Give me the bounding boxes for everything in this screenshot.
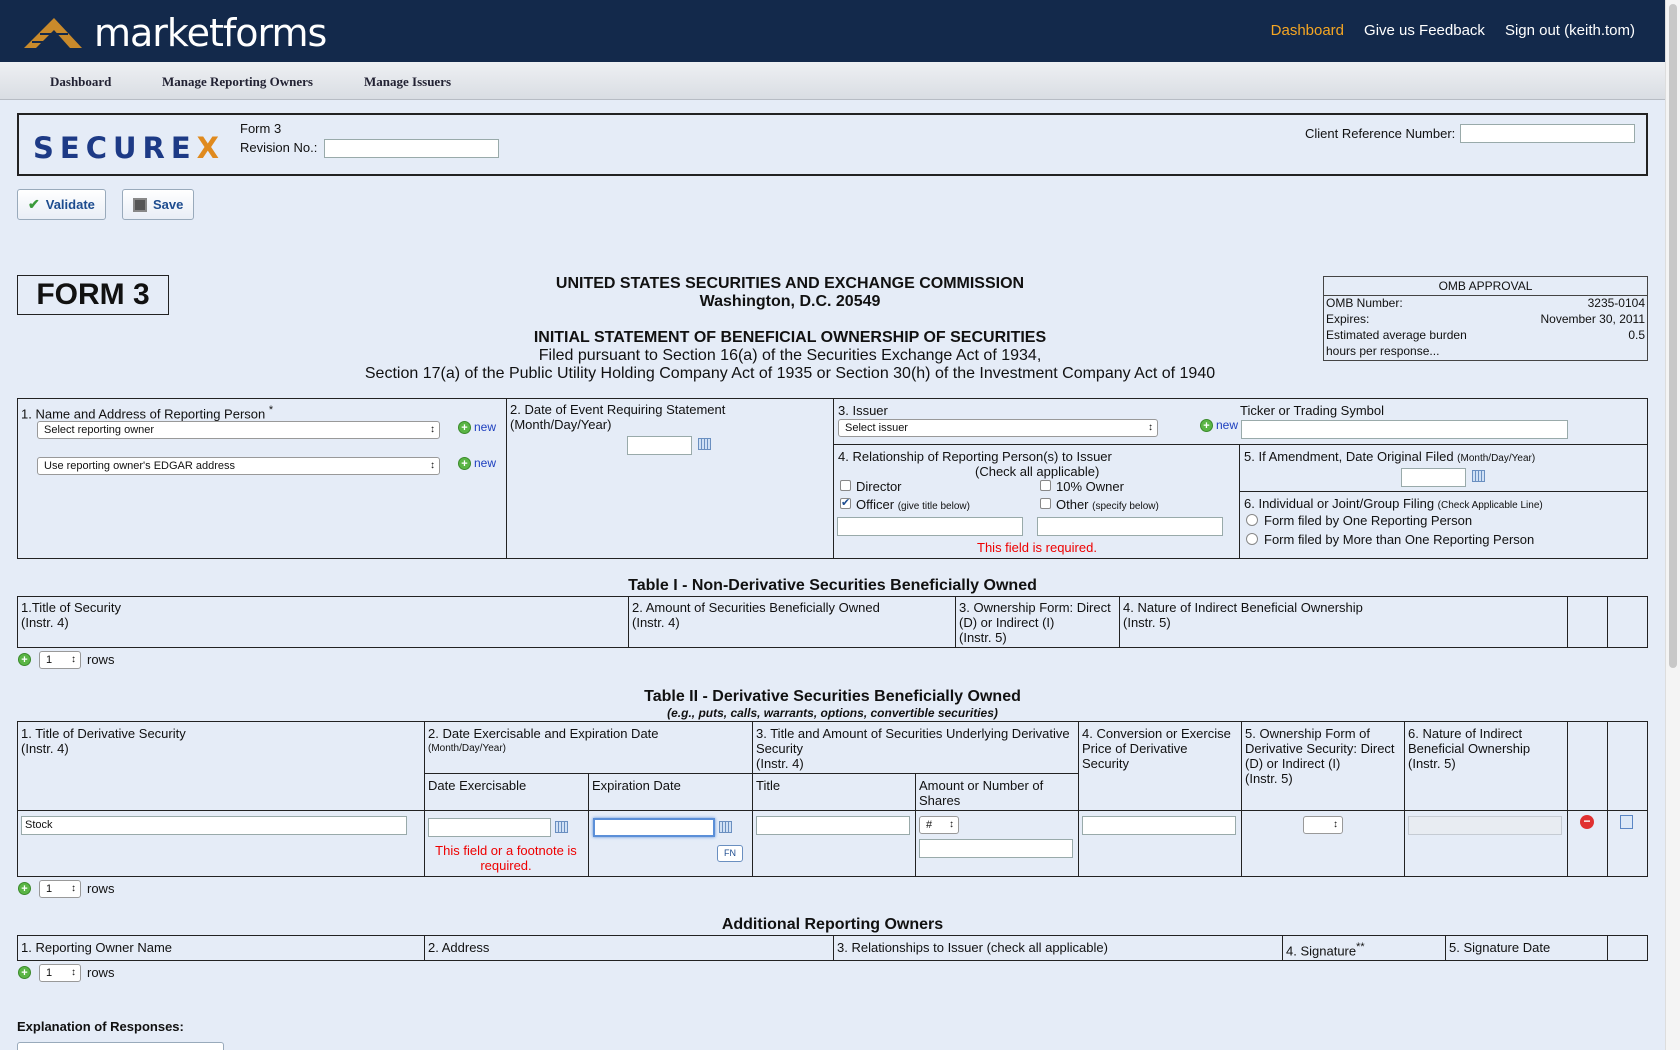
table2-c6c: (Instr. 5) — [1408, 756, 1456, 771]
omb-burden: 0.5 — [1628, 328, 1645, 342]
table2-c3b: Security — [756, 741, 803, 756]
other-text: Other — [1056, 497, 1089, 512]
table2-c3: 3. Title and Amount of Securities Underlying Derivative — [756, 726, 1070, 741]
table2-c5b: Derivative Security: Direct — [1245, 741, 1395, 756]
section6-title: 6. Individual or Joint/Group Filing — [1244, 496, 1435, 511]
table3-c4s: ** — [1356, 941, 1365, 953]
logo-icon — [22, 16, 84, 50]
new-owner-link[interactable] — [458, 420, 496, 434]
table1-c1: 1.Title of Security — [21, 600, 121, 615]
table3-c4: 4. Signature — [1286, 943, 1357, 959]
table1-col4 — [1123, 600, 1363, 630]
statement-title: INITIAL STATEMENT OF BENEFICIAL OWNERSHIP OF SECURITIES — [533, 329, 1047, 346]
section2-title: 2. Date of Event Requiring Statement — [510, 402, 726, 417]
section2-sub: (Month/Day/Year) — [510, 417, 612, 432]
marketforms-logo[interactable] — [22, 11, 327, 55]
section5-sub: (Month/Day/Year) — [1457, 453, 1536, 464]
table3-col5: 5. Signature Date — [1449, 940, 1551, 955]
divider — [506, 398, 507, 559]
omb-number: 3235-0104 — [1587, 296, 1645, 310]
new-issuer-label: new — [1216, 418, 1239, 432]
table2-c4c: Security — [1082, 756, 1129, 771]
reporting-owner-select[interactable]: Select reporting owner ↕ — [37, 421, 440, 439]
table3-col3: 3. Relationships to Issuer (check all applicable) — [837, 940, 1108, 955]
event-date-input[interactable] — [627, 436, 692, 455]
section4-sub: (Check all applicable) — [975, 464, 1100, 479]
subnav-manage-owners[interactable]: Manage Reporting Owners — [162, 74, 313, 89]
director-label: Director — [856, 479, 902, 494]
table2-c5c: (D) or Indirect (I) — [1245, 756, 1341, 771]
table1-c3b: (D) or Indirect (I) — [959, 615, 1055, 630]
new-address-link[interactable] — [458, 456, 496, 470]
new-issuer-link[interactable] — [1200, 418, 1238, 432]
table3-col1: 1. Reporting Owner Name — [21, 940, 173, 955]
topnav-feedback-link[interactable]: Give us Feedback — [1364, 22, 1485, 39]
top-nav — [1271, 22, 1635, 39]
divider — [1607, 721, 1608, 877]
omb-expires: November 30, 2011 — [1540, 312, 1645, 326]
multi-person-label: Form filed by More than One Reporting Person — [1264, 532, 1535, 547]
officer-title-input[interactable] — [837, 517, 1023, 536]
divider — [1241, 721, 1242, 877]
validate-button[interactable] — [17, 189, 106, 220]
one-person-label: Form filed by One Reporting Person — [1264, 513, 1473, 528]
table1-c4: 4. Nature of Indirect Beneficial Ownership — [1123, 600, 1363, 615]
table2-title: Table II - Derivative Securities Beneficially Owned — [644, 688, 1021, 705]
owner10-checkbox[interactable] — [1040, 480, 1051, 491]
table2-c3y: Amount or Number of — [919, 778, 1044, 793]
divider — [1239, 491, 1648, 492]
additional-owners-title: Additional Reporting Owners — [721, 916, 944, 933]
section5-label — [1244, 449, 1535, 466]
ownership-form-select[interactable] — [1303, 816, 1343, 834]
divider — [1404, 721, 1405, 877]
app-name: marketforms — [94, 11, 327, 55]
calendar-icon[interactable] — [555, 821, 568, 833]
client-ref-input[interactable] — [1460, 124, 1635, 143]
divider — [424, 773, 1078, 774]
securex-brand: SECURE — [33, 131, 197, 165]
topnav-signout-link[interactable]: Sign out (keith.tom) — [1504, 22, 1635, 39]
ticker-label: Ticker or Trading Symbol — [1240, 403, 1385, 418]
omb-expires-label: Expires: — [1326, 312, 1370, 326]
new-address-label: new — [474, 456, 497, 470]
table2-c1b: (Instr. 4) — [21, 741, 69, 756]
table2-c6b: Beneficial Ownership — [1408, 741, 1531, 756]
table2-c1: 1. Title of Derivative Security — [21, 726, 186, 741]
client-ref-label: Client Reference Number: — [1305, 126, 1456, 141]
conversion-price-input[interactable] — [1082, 816, 1236, 835]
remove-row-icon[interactable]: − — [1580, 815, 1594, 829]
table3-col4 — [1286, 940, 1365, 958]
revision-input[interactable] — [324, 139, 499, 158]
agency-name: UNITED STATES SECURITIES AND EXCHANGE COMMISSION — [555, 275, 1025, 292]
table2-rows-select[interactable]: 1 ↕ — [39, 880, 81, 898]
table1-col3 — [959, 600, 1111, 645]
table2-subtitle: (e.g., puts, calls, warrants, options, convertible securities) — [667, 706, 998, 720]
subnav-manage-issuers[interactable]: Manage Issuers — [364, 74, 452, 89]
divider — [1078, 721, 1079, 877]
divider — [955, 596, 956, 648]
section6-label — [1244, 496, 1543, 513]
table3-rows-label: rows — [87, 965, 115, 980]
footnote-button[interactable]: FN — [717, 845, 743, 862]
divider — [752, 721, 753, 877]
table2-underlying-title: Title — [756, 778, 781, 793]
omb-number-label: OMB Number: — [1326, 296, 1403, 310]
top-bar — [0, 0, 1665, 62]
officer-error: This field is required. — [977, 540, 1097, 555]
section2-label — [510, 402, 725, 432]
table2-c5: 5. Ownership Form of — [1245, 726, 1370, 741]
other-label — [1056, 497, 1159, 514]
table2-c2: 2. Date Exercisable and Expiration Date — [428, 726, 659, 741]
other-specify-input[interactable] — [1037, 517, 1223, 536]
expiration-date-input[interactable] — [593, 818, 715, 837]
section4-label: 4. Relationship of Reporting Person(s) to Issuer — [838, 449, 1112, 464]
table2-col2 — [428, 726, 659, 756]
divider — [1239, 444, 1240, 559]
section1-label-text: 1. Name and Address of Reporting Person — [21, 406, 266, 422]
table1-title: Table I - Non-Derivative Securities Beneficially Owned — [628, 577, 1037, 594]
section6-sub: (Check Applicable Line) — [1437, 500, 1543, 511]
owner10-label: 10% Owner — [1056, 479, 1124, 494]
page-scrollbar[interactable] — [1665, 0, 1680, 1050]
check-icon: ✔ — [28, 196, 40, 212]
table1-rows-select[interactable]: 1 ↕ — [39, 651, 81, 669]
divider — [833, 935, 834, 961]
table2-c6: 6. Nature of Indirect — [1408, 726, 1523, 741]
table2-c4b: Price of Derivative — [1082, 741, 1188, 756]
table2-col4 — [1082, 726, 1231, 771]
topnav-dashboard-link[interactable]: Dashboard — [1270, 22, 1345, 39]
nature-ownership-input — [1408, 816, 1562, 835]
err-line1: This field or a footnote is — [435, 843, 577, 858]
section5-title: 5. If Amendment, Date Original Filed — [1244, 449, 1454, 464]
save-label: Save — [153, 197, 184, 212]
table2-col3 — [756, 726, 1070, 771]
copy-row-icon[interactable] — [1620, 815, 1633, 829]
revision-label: Revision No.: — [240, 140, 318, 155]
divider — [1567, 596, 1568, 648]
amount-type-select[interactable]: # ↕ — [919, 816, 959, 834]
amount-shares-input[interactable] — [919, 839, 1073, 858]
divider — [833, 398, 834, 559]
table2-amount-shares — [919, 778, 1043, 808]
add-row-icon[interactable]: + — [18, 882, 31, 895]
table1-c4b: (Instr. 5) — [1123, 615, 1171, 630]
divider — [1282, 935, 1283, 961]
new-owner-label: new — [474, 420, 497, 434]
explanation-input[interactable] — [17, 1042, 224, 1050]
date-exercisable-input[interactable] — [428, 818, 551, 837]
edgar-address-select[interactable]: Use reporting owner's EDGAR address ↕ — [37, 457, 440, 475]
form-label: Form 3 — [240, 121, 282, 136]
multi-person-radio[interactable] — [1246, 533, 1258, 545]
divider — [628, 596, 629, 648]
divider — [1567, 721, 1568, 877]
officer-text: Officer — [856, 497, 895, 512]
derivative-title-input[interactable]: Stock — [21, 816, 407, 835]
err-line2: required. — [480, 858, 532, 873]
divider — [1119, 596, 1120, 648]
table2-col1 — [21, 726, 186, 756]
table2-expiration-date: Expiration Date — [592, 778, 681, 793]
scrollbar-thumb[interactable] — [1669, 4, 1677, 668]
table2-c4: 4. Conversion or Exercise — [1082, 726, 1231, 741]
divider — [915, 773, 916, 877]
calendar-icon[interactable] — [719, 821, 732, 833]
table2-col5 — [1245, 726, 1395, 786]
other-checkbox[interactable] — [1040, 498, 1051, 509]
table2-date-exercisable: Date Exercisable — [428, 778, 527, 793]
divider — [588, 773, 589, 877]
plus-icon: + — [1200, 419, 1213, 432]
form-header-box — [17, 113, 1648, 176]
table1-c2b: (Instr. 4) — [632, 615, 680, 630]
table1-c3: 3. Ownership Form: Direct — [959, 600, 1111, 615]
table2-c3c: (Instr. 4) — [756, 756, 804, 771]
add-row-icon[interactable]: + — [18, 966, 31, 979]
divider — [424, 935, 425, 961]
sub-nav — [0, 62, 1665, 100]
save-icon — [133, 198, 147, 212]
table2-rows-label: rows — [87, 881, 115, 896]
divider — [1445, 935, 1446, 961]
officer-label — [856, 497, 970, 514]
statement-filed2: Section 17(a) of the Public Utility Holding Company Act of 1935 or Section 30(h) of the Investment Company Act of 1940 — [364, 365, 1216, 382]
save-button[interactable] — [122, 189, 194, 220]
add-row-icon[interactable]: + — [18, 653, 31, 666]
plus-icon: + — [458, 457, 471, 470]
statement-heading — [240, 329, 1340, 383]
required-mark: * — [268, 404, 274, 416]
table2-c3y2: Shares — [919, 793, 961, 808]
table1-col2 — [632, 600, 880, 630]
table2-col6 — [1408, 726, 1530, 771]
table1-c3c: (Instr. 5) — [959, 630, 1007, 645]
table1-rows-label: rows — [87, 652, 115, 667]
table1-c1b: (Instr. 4) — [21, 615, 69, 630]
officer-note: (give title below) — [897, 501, 970, 512]
table2-c2b: (Month/Day/Year) — [428, 743, 506, 754]
omb-burden-label: Estimated average burden — [1326, 328, 1467, 342]
section3-label: 3. Issuer — [838, 403, 888, 418]
subnav-dashboard[interactable]: Dashboard — [50, 74, 112, 89]
securex-brand-x: X — [196, 131, 226, 165]
date-exercisable-error — [426, 843, 586, 873]
table2-c5d: (Instr. 5) — [1245, 771, 1293, 786]
statement-filed1: Filed pursuant to Section 16(a) of the Securities Exchange Act of 1934, — [538, 347, 1042, 364]
omb-burden-label2: hours per response... — [1326, 344, 1440, 358]
section1-label — [21, 403, 273, 421]
one-person-radio[interactable] — [1246, 514, 1258, 526]
director-checkbox[interactable] — [840, 480, 851, 491]
calendar-icon[interactable] — [1472, 470, 1485, 482]
plus-icon: + — [458, 421, 471, 434]
officer-checkbox[interactable]: ✔ — [841, 497, 851, 509]
table3-rows-select[interactable]: 1 ↕ — [39, 964, 81, 982]
divider — [1607, 596, 1608, 648]
validate-label: Validate — [45, 197, 95, 212]
divider — [424, 721, 425, 877]
underlying-title-input[interactable] — [756, 816, 910, 835]
table3-col2: 2. Address — [428, 940, 490, 955]
divider — [1607, 935, 1608, 961]
form-title: FORM 3 — [17, 275, 169, 315]
omb-title: OMB APPROVAL — [1324, 277, 1647, 296]
agency-heading — [240, 275, 1340, 311]
calendar-icon[interactable] — [698, 438, 711, 450]
table1-c2: 2. Amount of Securities Beneficially Owned — [632, 600, 880, 615]
other-note: (specify below) — [1092, 501, 1159, 512]
explanation-label: Explanation of Responses: — [17, 1019, 184, 1034]
table1-col1 — [21, 600, 121, 630]
amendment-date-input[interactable] — [1401, 468, 1466, 487]
divider — [833, 444, 1648, 445]
issuer-select[interactable]: Select issuer ↕ — [838, 419, 1158, 437]
securex-logo — [33, 131, 225, 165]
omb-approval-box — [1323, 276, 1648, 361]
agency-address: Washington, D.C. 20549 — [699, 293, 881, 310]
ticker-input[interactable] — [1241, 420, 1568, 439]
